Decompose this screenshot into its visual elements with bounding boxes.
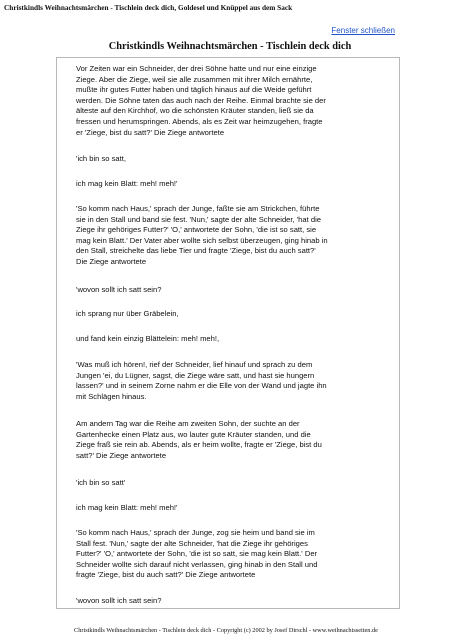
story-paragraph: Am andern Tag war die Reihe am zweiten Sohn, der suchte an der Gartenhecke einen Platz aus, wo lauter gute Kräuter standen, und die Ziege fraß sie rein ab. Abends, als er heim wollte, fragte er 'Ziege, bist du satt?' Die Ziege antwortete bbox=[76, 419, 322, 460]
story-paragraph: 'So komm nach Haus,' sprach der Junge, faßte sie am Strickchen, führte sie in den Stall und band sie fest. 'Nun,' sagte der alte Schneider, 'hat die Ziege ihr gehöriges Futter?' 'O,' antwortete der Sohn, 'die ist so satt, sie mag kein Blatt.' Der Vater aber wollte sich selbst überzeugen, ging hinab in den Stall, streichelte das liebe Tier und fragte 'Ziege, bist du auch satt?' Die Ziege antwortete bbox=[76, 204, 328, 266]
close-window-link[interactable]: Fenster schließen bbox=[331, 26, 395, 35]
copyright-footer: Christkindls Weihnachtsmärchen - Tischlein deck dich - Copyright (c) 2002 by Josef Dirschl - www.weihnachtsseiten.de bbox=[74, 627, 378, 634]
story-paragraph: 'wovon sollt ich satt sein? bbox=[76, 285, 162, 294]
story-paragraph: ich mag kein Blatt: meh! meh!' bbox=[76, 179, 178, 188]
story-paragraph: ich mag kein Blatt: meh! meh!' bbox=[76, 503, 178, 512]
window-title: Christkindls Weihnachtsmärchen - Tischlein deck dich, Goldesel und Knüppel aus dem Sack bbox=[4, 3, 293, 12]
story-paragraph: 'ich bin so satt' bbox=[76, 478, 126, 487]
story-paragraph: 'So komm nach Haus,' sprach der Junge, zog sie heim und band sie im Stall fest. 'Nun,' sagte der alte Schneider, 'hat die Ziege ihr gehöriges Futter?' 'O,' antwortete der Sohn, 'die ist so satt, sie mag kein Blatt.' Der Schneider wollte sich darauf nicht verlassen, ging hinab in den Stall und fragte 'Ziege, bist du auch satt?' Die Ziege antwortete bbox=[76, 528, 318, 580]
story-paragraph: 'wovon sollt ich satt sein? bbox=[76, 596, 162, 605]
story-paragraph: und fand kein einzig Blättelein: meh! meh!, bbox=[76, 334, 220, 343]
story-paragraph: Vor Zeiten war ein Schneider, der drei Söhne hatte und nur eine einzige Ziege. Aber die Ziege, weil sie alle zusammen mit ihrer Milch ernährte, mußte ihr gutes Futter haben und täglich hinaus auf die Weide geführt werden. Die Söhne taten das auch nach der Reihe. Einmal brachte sie der älteste auf den Kirchhof, wo die schönsten Kräuter standen, ließ sie da fressen und herumspringen. Abends, als es Zeit war heimzugehen, fragte er 'Ziege, bist du satt?' Die Ziege antwortete bbox=[76, 64, 326, 137]
page-title: Christkindls Weihnachtsmärchen - Tischlein deck dich bbox=[108, 41, 352, 52]
story-paragraph: 'ich bin so satt, bbox=[76, 154, 126, 163]
story-frame bbox=[56, 57, 400, 609]
story-paragraph: 'Was muß ich hören!, rief der Schneider, lief hinauf und sprach zu dem Jungen 'ei, du Lügner, sagst, die Ziege wäre satt, und hast sie hungern lassen?' und in seinem Zorne nahm er die Elle von der Wand und jagte ihn mit Schlägen hinaus. bbox=[76, 360, 327, 401]
story-paragraph: ich sprang nur über Gräbelein, bbox=[76, 309, 179, 318]
